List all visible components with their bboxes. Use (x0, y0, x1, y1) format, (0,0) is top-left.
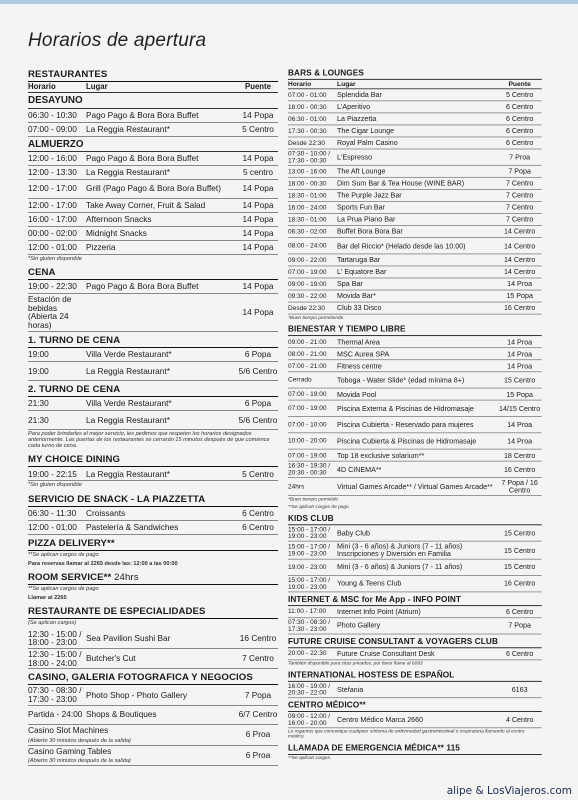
deck-cell: 14 Popa (242, 109, 274, 120)
place-cell: Photo Gallery (337, 620, 381, 630)
table-row (28, 123, 278, 137)
table-row (288, 89, 542, 101)
section-medico: CENTRO MÉDICO** (288, 701, 542, 712)
place-cell: Mini (3 - 6 años) & Juniors (7 - 11 años) Inscripciones y Diversión en Familia (337, 541, 463, 558)
time-cell: 07:30 - 08:30 / 17:30 - 23:00 (288, 617, 331, 633)
deck-cell: 15 Popa (506, 291, 533, 301)
time-cell: 12:00 - 17:00 (28, 183, 77, 194)
table-row (28, 467, 278, 481)
time-cell: 15:00 - 17:00 / 19:00 - 23:00 (288, 542, 331, 557)
place-cell: Piscina Cubierta - Reservado para mujeres (337, 420, 474, 429)
watermark-credit: alipe & LosViajeros.com (446, 785, 572, 797)
table-row (288, 478, 542, 496)
section-room-service: ROOM SERVICE** 24hrs (28, 572, 278, 585)
table-row (288, 226, 542, 238)
time-cell: 07:00 - 19:00 (288, 451, 327, 459)
deck-cell: 14 Proa (507, 279, 533, 289)
time-cell: 08:00 - 24:00 (288, 241, 327, 250)
time-cell: 13:00 - 16:00 (288, 167, 327, 176)
table-row (288, 450, 542, 462)
place-cell: Sea Pavilion Sushi Bar (86, 632, 171, 643)
time-cell: 07:00 - 19:00 (288, 390, 327, 398)
deck-cell: 7 Popa (508, 620, 531, 630)
deck-cell: 7 Centro (242, 653, 274, 664)
casino-rows (28, 685, 278, 724)
time-cell: 12:00 - 01:00 (28, 521, 77, 532)
time-cell: 07:00 - 21:00 (288, 361, 327, 370)
table-row (288, 682, 542, 698)
time-cell: 00:00 - 02:00 (28, 227, 77, 238)
room-note: Llamar al 2265 (28, 595, 67, 602)
deck-cell: 7 Popa / 16 Centro (501, 478, 538, 495)
time-cell: 09:00 - 21:00 (288, 337, 327, 346)
deck-cell: 6 Centro (242, 521, 274, 532)
time-cell: 07:00 - 19:00 (288, 404, 327, 413)
deck-cell: 6 Centro (505, 126, 534, 136)
deck-cell: 15 Centro (503, 545, 536, 555)
time-cell: Desde 22:30 (288, 138, 326, 147)
table-row (28, 294, 278, 332)
deck-cell: 14 Centro (503, 267, 536, 277)
deck-cell: 18 Centro (503, 450, 536, 460)
time-cell: 18:00 - 00:30 (288, 102, 327, 111)
section-mychoice: MY CHOICE DINING (28, 454, 278, 467)
hostess-rows (288, 682, 542, 698)
bienestar-note: **Se aplican cargos de pago (288, 504, 349, 510)
section-emergencia: LLAMADA DE EMERGENCIA MÉDICA** 115 (288, 744, 542, 755)
deck-cell: 7 Proa (509, 152, 531, 162)
table-header: Horario Lugar Puente (28, 82, 278, 93)
time-cell: 09:00 - 22:00 (288, 255, 327, 264)
place-cell: La Reggia Restaurant* (86, 414, 170, 425)
place-cell: Internet Info Point (Atrium) (337, 606, 421, 616)
place-cell: Centro Médico Marca 2660 (337, 714, 424, 724)
table-row (28, 199, 278, 213)
time-cell: 19:00 (28, 365, 49, 376)
table-row (288, 373, 542, 389)
place-cell: Pizzeria (86, 241, 116, 252)
place-cell: Villa Verde Restaurant* (86, 349, 172, 360)
place-cell: MSC Aurea SPA (337, 349, 390, 359)
table-row (288, 101, 542, 113)
deck-cell: 16 Centro (503, 465, 536, 474)
time-cell: 10:00 - 20:00 (288, 437, 327, 445)
time-cell: 06:30 - 11:30 (28, 507, 77, 518)
time-cell: 21:30 (28, 398, 49, 409)
deck-cell: 14 Proa (507, 337, 533, 346)
deck-cell: 14 Popa (242, 213, 274, 224)
table-row (288, 389, 542, 401)
place-cell: La Reggia Restaurant* (86, 365, 170, 376)
room-note: **Se aplican cargos de pago (28, 586, 99, 593)
deck-cell: 5 Centro (505, 90, 534, 100)
time-cell: Cerrado (288, 375, 312, 384)
place-cell: La Reggia Restaurant* (86, 123, 170, 134)
top-edge (0, 0, 578, 4)
deck-cell: 14 Centro (503, 241, 536, 250)
place-cell: Photo Shop - Photo Gallery (86, 689, 188, 700)
section-turno1: 1. TURNO DE CENA (28, 335, 278, 348)
place-cell: Pago Pago & Bora Bora Buffet (86, 109, 199, 120)
table-row (28, 227, 278, 241)
deck-cell: 7 Centro (505, 203, 534, 212)
table-row (28, 109, 278, 123)
table-row (288, 360, 542, 372)
table-row: Casino Slot Machines (Abierto 30 minutos después de la salida) 6 Proa (28, 725, 278, 746)
deck-cell: 5 centro (243, 166, 273, 177)
place-cell: The Cigar Lounge (337, 126, 395, 136)
place-cell: L' Equatore Bar (337, 267, 387, 277)
deck-cell: 14 Popa (242, 307, 274, 318)
deck-cell: 16 Centro (503, 578, 536, 588)
section-bienestar: BIENESTAR Y TIEMPO LIBRE (288, 325, 542, 336)
table-row (288, 138, 542, 150)
table-row (288, 114, 542, 126)
table-row (288, 202, 542, 214)
place-cell: Future Cruise Consultant Desk (337, 648, 435, 658)
turno2-rows (28, 397, 278, 430)
deck-cell: 7 Centro (505, 215, 534, 224)
time-cell: 20:00 - 22:30 (288, 649, 327, 658)
table-row (288, 303, 542, 315)
left-column (28, 66, 278, 766)
place-cell: La Reggia Restaurant* (86, 166, 170, 177)
deck-cell: 5 Centro (242, 123, 274, 134)
pizza-note: **Se aplican cargos de pago (28, 551, 99, 558)
time-cell: 18:30 - 01:00 (288, 215, 327, 224)
time-cell: 09:00 - 12:00 / 16:00 - 20:00 (288, 711, 331, 727)
place-cell: La Piazzetta (337, 114, 377, 124)
time-cell: 19:00 - 23:00 (288, 562, 327, 571)
time-cell: 15:00 - 17:00 / 19:00 - 23:00 (288, 575, 331, 591)
snack-rows (28, 507, 278, 535)
place-cell: Spa Bar (337, 279, 363, 289)
time-cell: Estación de bebidas (Abierta 24 horas) (28, 294, 72, 331)
deck-cell: 14 Popa (242, 227, 274, 238)
place-cell: Butcher's Cut (86, 653, 136, 664)
deck-cell: 14 Popa (242, 199, 274, 210)
table-row (288, 712, 542, 728)
table-row (288, 178, 542, 190)
pizza-note: Para reservas llamar al 2265 desde las: 12:00 a las 00:00 (28, 560, 178, 567)
time-cell: 12:00 - 16:00 (28, 152, 77, 163)
place-cell: Royal Palm Casino (337, 138, 398, 148)
table-row (288, 559, 542, 575)
section-turno2: 2. TURNO DE CENA (28, 384, 278, 397)
section-snack: SERVICIO DE SNACK - LA PIAZZETTA (28, 494, 278, 507)
time-cell: 16:00 - 17:00 (28, 213, 77, 224)
time-cell: 08:00 - 21:00 (288, 349, 327, 358)
place-cell: Virtual Games Arcade** / Virtual Games Arcade** (337, 482, 493, 491)
deck-cell: 6 Centro (505, 114, 534, 124)
table-row (288, 238, 542, 254)
place-cell: Baby Club (337, 528, 370, 538)
time-cell: 07:00 - 09:00 (28, 123, 77, 134)
place-cell: Mini (3 - 6 años) & Juniors (7 - 11 años) (337, 562, 463, 572)
deck-cell: 6 Centro (505, 606, 534, 616)
time-cell: 19:00 (28, 349, 49, 360)
bienestar-rows (288, 336, 542, 495)
table-row (28, 706, 278, 725)
place-cell: Tartaruga Bar (337, 255, 381, 265)
table-row (288, 336, 542, 348)
time-cell: 07:00 - 19:00 (288, 267, 327, 276)
place-cell: Afternoon Snacks (86, 213, 152, 224)
subsection-desayuno: DESAYUNO (28, 95, 278, 108)
section-cena: CENA (28, 267, 278, 280)
deck-cell: 7 Popa (508, 166, 531, 176)
deck-cell: 6 Centro (505, 648, 534, 658)
table-row (288, 255, 542, 267)
table-row (28, 280, 278, 294)
table-row (28, 397, 278, 411)
deck-cell: 5/6 Centro (238, 365, 278, 376)
time-cell: 09:30 - 22:00 (288, 291, 327, 300)
deck-cell: 15 Centro (503, 375, 536, 385)
place-cell: Young & Teens Club (337, 578, 402, 588)
table-row (288, 648, 542, 660)
future-rows (288, 648, 542, 660)
table-row: Casino Gaming Tables (Abierto 30 minutos después de la salida) 6 Proa (28, 746, 278, 767)
table-row (28, 507, 278, 521)
place-cell: Buffet Bora Bora Bar (337, 227, 403, 236)
place-cell: Stefania (337, 684, 364, 694)
table-row (28, 649, 278, 669)
place-cell: Pastelería & Sandwiches (86, 521, 179, 532)
place-cell: The Purple Jazz Bar (337, 191, 402, 200)
deck-cell: 6163 (511, 684, 528, 694)
deck-cell: 6 Popa (244, 349, 272, 360)
time-cell: 16:30 - 19:30 / 20:30 - 00:30 (288, 462, 331, 477)
table-row (288, 606, 542, 618)
time-cell: 11:00 - 17:00 (288, 607, 327, 615)
medico-note: Le rogamos que comunique cualquier síntoma de enfermedad gastrointestinal o respiratoria llamando al centro médico. (288, 729, 525, 740)
especialidades-note: (Se aplican cargos) (28, 620, 77, 627)
time-cell: 07:00 - 01:00 (288, 90, 327, 99)
place-cell: Pago Pago & Bora Bora Buffet (86, 281, 199, 292)
time-cell: 09:00 - 19:00 (288, 279, 327, 288)
table-row (28, 521, 278, 535)
kids-rows (288, 525, 542, 592)
turno-note: Para poder brindarles el mejor servicio, les pedimos que respeten los horarios designados anteriormente. Las puertas de los restaurantes se cerrarán 15 minutos después de que comience cada turno de cena. (28, 430, 270, 450)
time-cell: 12:00 - 01:00 (28, 241, 77, 252)
section-casino: CASINO, GALERIA FOTOGRAFICA Y NEGOCIOS (28, 672, 278, 685)
deck-cell: 16 Centro (239, 632, 277, 643)
place-cell: Club 33 Disco (337, 303, 382, 313)
time-cell: 21:30 (28, 414, 49, 425)
section-restaurantes: RESTAURANTES (28, 69, 278, 82)
deck-cell: 7 Popa (244, 689, 272, 700)
place-cell: Bar del Riccio* (Helado desde las 10:00) (337, 241, 466, 250)
place-cell: La Prua Piano Bar (337, 215, 396, 224)
mychoice-rows (28, 467, 278, 481)
table-row (288, 190, 542, 202)
time-cell: 12:30 - 15:00 / 18:00 - 23:00 (28, 628, 82, 648)
place-cell: Croissants (86, 507, 126, 518)
time-cell: 18:30 - 01:00 (288, 191, 327, 200)
table-row (288, 214, 542, 226)
deck-cell: 4 Centro (505, 714, 534, 724)
future-note: También disponible para citas privados, por favor llame al 6093 (288, 660, 423, 667)
deck-cell: 14 Centro (503, 255, 536, 265)
time-cell: 06:30 - 02:00 (288, 227, 327, 236)
cena-rows (28, 280, 278, 332)
place-cell: Shops & Boutiques (86, 709, 157, 720)
time-cell: 12:00 - 13:30 (28, 166, 77, 177)
place-cell: Villa Verde Restaurant* (86, 398, 172, 409)
time-cell: 12:00 - 17:00 (28, 199, 77, 210)
deck-cell: 6 Popa (244, 398, 272, 409)
deck-cell: 15 Centro (503, 528, 536, 538)
place-cell: Movida Pool (337, 389, 377, 399)
section-bars: BARS & LOUNGES (288, 69, 542, 80)
time-cell: 24hrs (288, 482, 305, 491)
place-cell: Piscina Cubierta & Piscinas de Hidromasaje (337, 436, 477, 446)
table-row (288, 417, 542, 433)
desayuno-rows (28, 109, 278, 137)
time-cell: 06:30 - 10:30 (28, 109, 77, 120)
table-row (288, 166, 542, 178)
deck-cell: 14 Proa (507, 361, 533, 371)
deck-cell: 14 Popa (242, 152, 274, 163)
deck-cell: 5 Centro (242, 468, 274, 479)
internet-rows (288, 606, 542, 634)
especialidades-rows (28, 629, 278, 670)
medico-rows (288, 712, 542, 728)
table-row (28, 152, 278, 166)
table-row (28, 348, 278, 362)
place-cell: Sports Fun Bar (337, 203, 386, 212)
deck-cell: 14 Proa (507, 349, 533, 359)
deck-cell: 16 Centro (503, 303, 536, 313)
table-row (288, 525, 542, 541)
time-cell: 16:00 - 19:00 / 20:30 - 22:00 (288, 681, 331, 697)
time-cell: 12:30 - 15:00 / 18:00 - 24:00 (28, 648, 82, 668)
page-title: Horarios de apertura (28, 30, 207, 51)
table-row (288, 618, 542, 634)
place-cell: La Reggia Restaurant* (86, 468, 170, 479)
deck-cell: 7 Centro (505, 178, 534, 188)
time-cell: 06:30 - 01:00 (288, 114, 327, 123)
deck-cell: 14 Popa (242, 281, 274, 292)
table-row (288, 462, 542, 478)
table-row (288, 434, 542, 450)
table-row (28, 362, 278, 381)
almuerzo-rows (28, 152, 278, 255)
subsection-almuerzo: ALMUERZO (28, 139, 278, 152)
table-row (28, 241, 278, 255)
place-cell: Dim Sum Bar & Tea House (WINE BAR) (337, 178, 465, 188)
table-row (288, 348, 542, 360)
bienestar-note: *Buen tiempo permitido (288, 496, 339, 502)
place-cell: Toboga - Water Slide* (edad mínima 8+) (337, 375, 465, 385)
place-cell: Piscina Externa & Piscinas de Hidromasaje (337, 404, 474, 413)
deck-cell: 14 Popa (242, 241, 274, 252)
section-kids: KIDS CLUB (288, 514, 542, 525)
time-cell: Desde 22:30 (288, 304, 326, 312)
place-cell: L'Espresso (337, 152, 373, 162)
time-cell: 07:30 - 08:30 / 17:30 - 23:00 (28, 685, 82, 705)
place-cell: Fitness centre (337, 361, 382, 371)
deck-cell: 6 Centro (242, 507, 274, 518)
time-cell: 07:30 - 10:00 / 17:30 - 00:30 (288, 149, 331, 165)
table-row (288, 576, 542, 592)
bars-rows (288, 89, 542, 314)
place-cell: The Aft Lounge (337, 166, 386, 176)
place-cell: Midnight Snacks (86, 227, 147, 238)
time-cell: 18:00 - 00:30 (288, 179, 327, 188)
place-cell: Top 18 exclusive solarium** (337, 450, 425, 460)
table-row (288, 279, 542, 291)
deck-cell: 14 Proa (507, 420, 533, 429)
place-cell: Pago Pago & Bora Bora Buffet (86, 152, 199, 163)
turno1-rows (28, 348, 278, 381)
section-especialidades: RESTAURANTE DE ESPECIALIDADES (28, 606, 278, 619)
table-row (288, 401, 542, 417)
place-cell: 4D CINEMA** (337, 465, 382, 474)
time-cell: 19:00 - 22:30 (28, 281, 77, 292)
deck-cell: 14 Popa (242, 183, 274, 194)
time-cell: 16:00 - 24:00 (288, 203, 327, 212)
deck-cell: 14 Proa (507, 436, 533, 446)
time-cell: 17:30 - 00:30 (288, 126, 327, 135)
table-row (288, 291, 542, 303)
deck-cell: 6/7 Centro (238, 709, 278, 720)
deck-cell: 6 Centro (505, 138, 534, 148)
place-cell: Movida Bar* (337, 291, 376, 301)
place-cell: Take Away Corner, Fruit & Salad (86, 199, 206, 210)
time-cell: 15:00 - 17:00 / 19:00 - 23:00 (288, 525, 331, 541)
table-row (288, 542, 542, 560)
section-internet: INTERNET & MSC for Me App - INFO POINT (288, 595, 542, 606)
place-cell: Thermal Area (337, 337, 380, 346)
place-cell: Grill (Pago Pago & Bora Bora Buffet) (86, 183, 221, 194)
table-row (28, 213, 278, 227)
section-future: FUTURE CRUISE CONSULTANT & VOYAGERS CLUB (288, 637, 542, 648)
deck-cell: 15 Popa (506, 389, 533, 399)
time-cell: Partida - 24:00 (28, 709, 83, 720)
deck-cell: 6 Centro (505, 102, 534, 112)
table-row (28, 685, 278, 705)
section-pizza: PIZZA DELIVERY** (28, 538, 278, 551)
deck-cell: 15 Centro (503, 562, 536, 572)
table-row (28, 629, 278, 649)
table-header: Horario Lugar Puente (288, 80, 542, 90)
table-row (288, 267, 542, 279)
section-hostess: INTERNATIONAL HOSTESS DE ESPAÑOL (288, 670, 542, 681)
table-row (28, 180, 278, 199)
footnote: *Sin gluten disponible (28, 255, 82, 262)
deck-cell: 7 Centro (505, 191, 534, 200)
footnote: *Sin gluten disponible (28, 482, 82, 489)
table-row (28, 166, 278, 180)
table-row (288, 150, 542, 166)
deck-cell: 5/6 Centro (238, 414, 278, 425)
right-column (288, 66, 542, 763)
time-cell: 07:00 - 10:00 (288, 420, 327, 429)
emergencia-note: **Se aplican cargos. (288, 756, 332, 762)
bars-note: *Buen tiempo permitiendo (288, 315, 344, 321)
time-cell: 19:00 - 22:15 (28, 468, 77, 479)
place-cell: Splendida Bar (337, 90, 382, 100)
deck-cell: 14/15 Centro (498, 404, 541, 413)
deck-cell: 14 Centro (503, 227, 536, 236)
table-row (28, 411, 278, 430)
place-cell: L'Aperitivo (337, 102, 371, 112)
table-row (288, 126, 542, 138)
